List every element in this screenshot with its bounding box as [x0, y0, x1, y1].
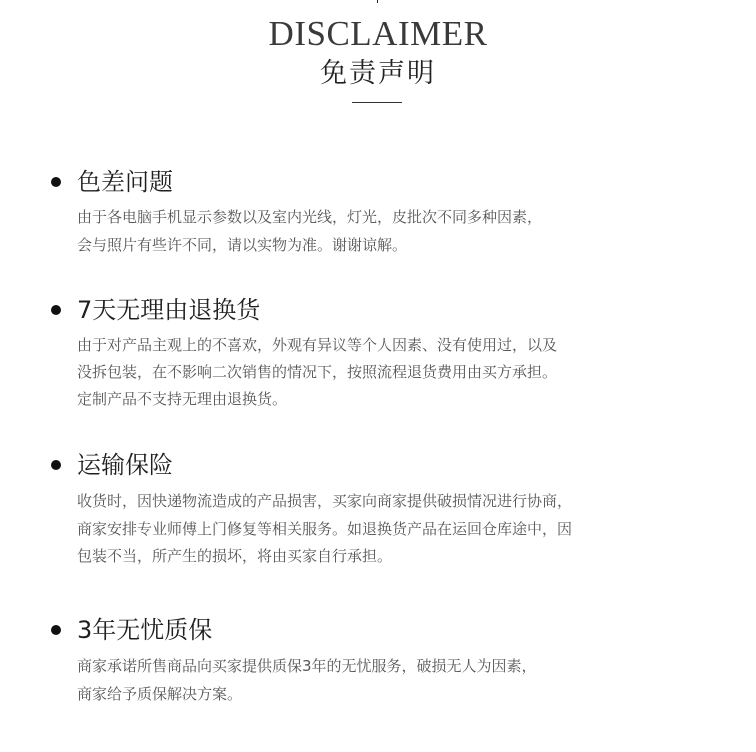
bullet-icon: [51, 460, 61, 470]
section-text-line: 商家安排专业师傅上门修复等相关服务。如退换货产品在运回仓库途中，因: [77, 520, 573, 538]
page-title-english: DISCLAIMER: [268, 14, 488, 53]
bullet-icon: [51, 305, 61, 315]
section-text-line: 收货时，因快递物流造成的产品损害，买家向商家提供破损情况进行协商，: [77, 492, 573, 510]
section-text-line: 由于各电脑手机显示参数以及室内光线，灯光，皮批次不同多种因素，: [77, 208, 543, 226]
section-text-line: 由于对产品主观上的不喜欢，外观有异议等个人因素、没有使用过，以及: [77, 336, 558, 354]
bullet-icon: [51, 177, 61, 187]
title-divider: [352, 102, 402, 103]
section-text-line: 没拆包装，在不影响二次销售的情况下，按照流程退货费用由买方承担。: [77, 363, 558, 381]
section-text-line: 包装不当，所产生的损坏，将由买家自行承担。: [77, 547, 393, 565]
section-heading: 7天无理由退换货: [77, 296, 261, 324]
section-heading: 3年无忧质保: [77, 616, 213, 644]
section-heading: 色差问题: [77, 168, 173, 196]
section-text-line: 商家承诺所售商品向买家提供质保3年的无忧服务，破损无人为因素，: [77, 657, 537, 675]
page-title-chinese: 免责声明: [320, 58, 436, 89]
section-text-line: 商家给予质保解决方案。: [77, 685, 243, 703]
top-tick-mark: [377, 0, 378, 3]
section-heading: 运输保险: [77, 451, 173, 479]
section-text-line: 定制产品不支持无理由退换货。: [77, 390, 288, 408]
bullet-icon: [51, 625, 61, 635]
section-text-line: 会与照片有些许不同，请以实物为准。谢谢谅解。: [77, 236, 408, 254]
